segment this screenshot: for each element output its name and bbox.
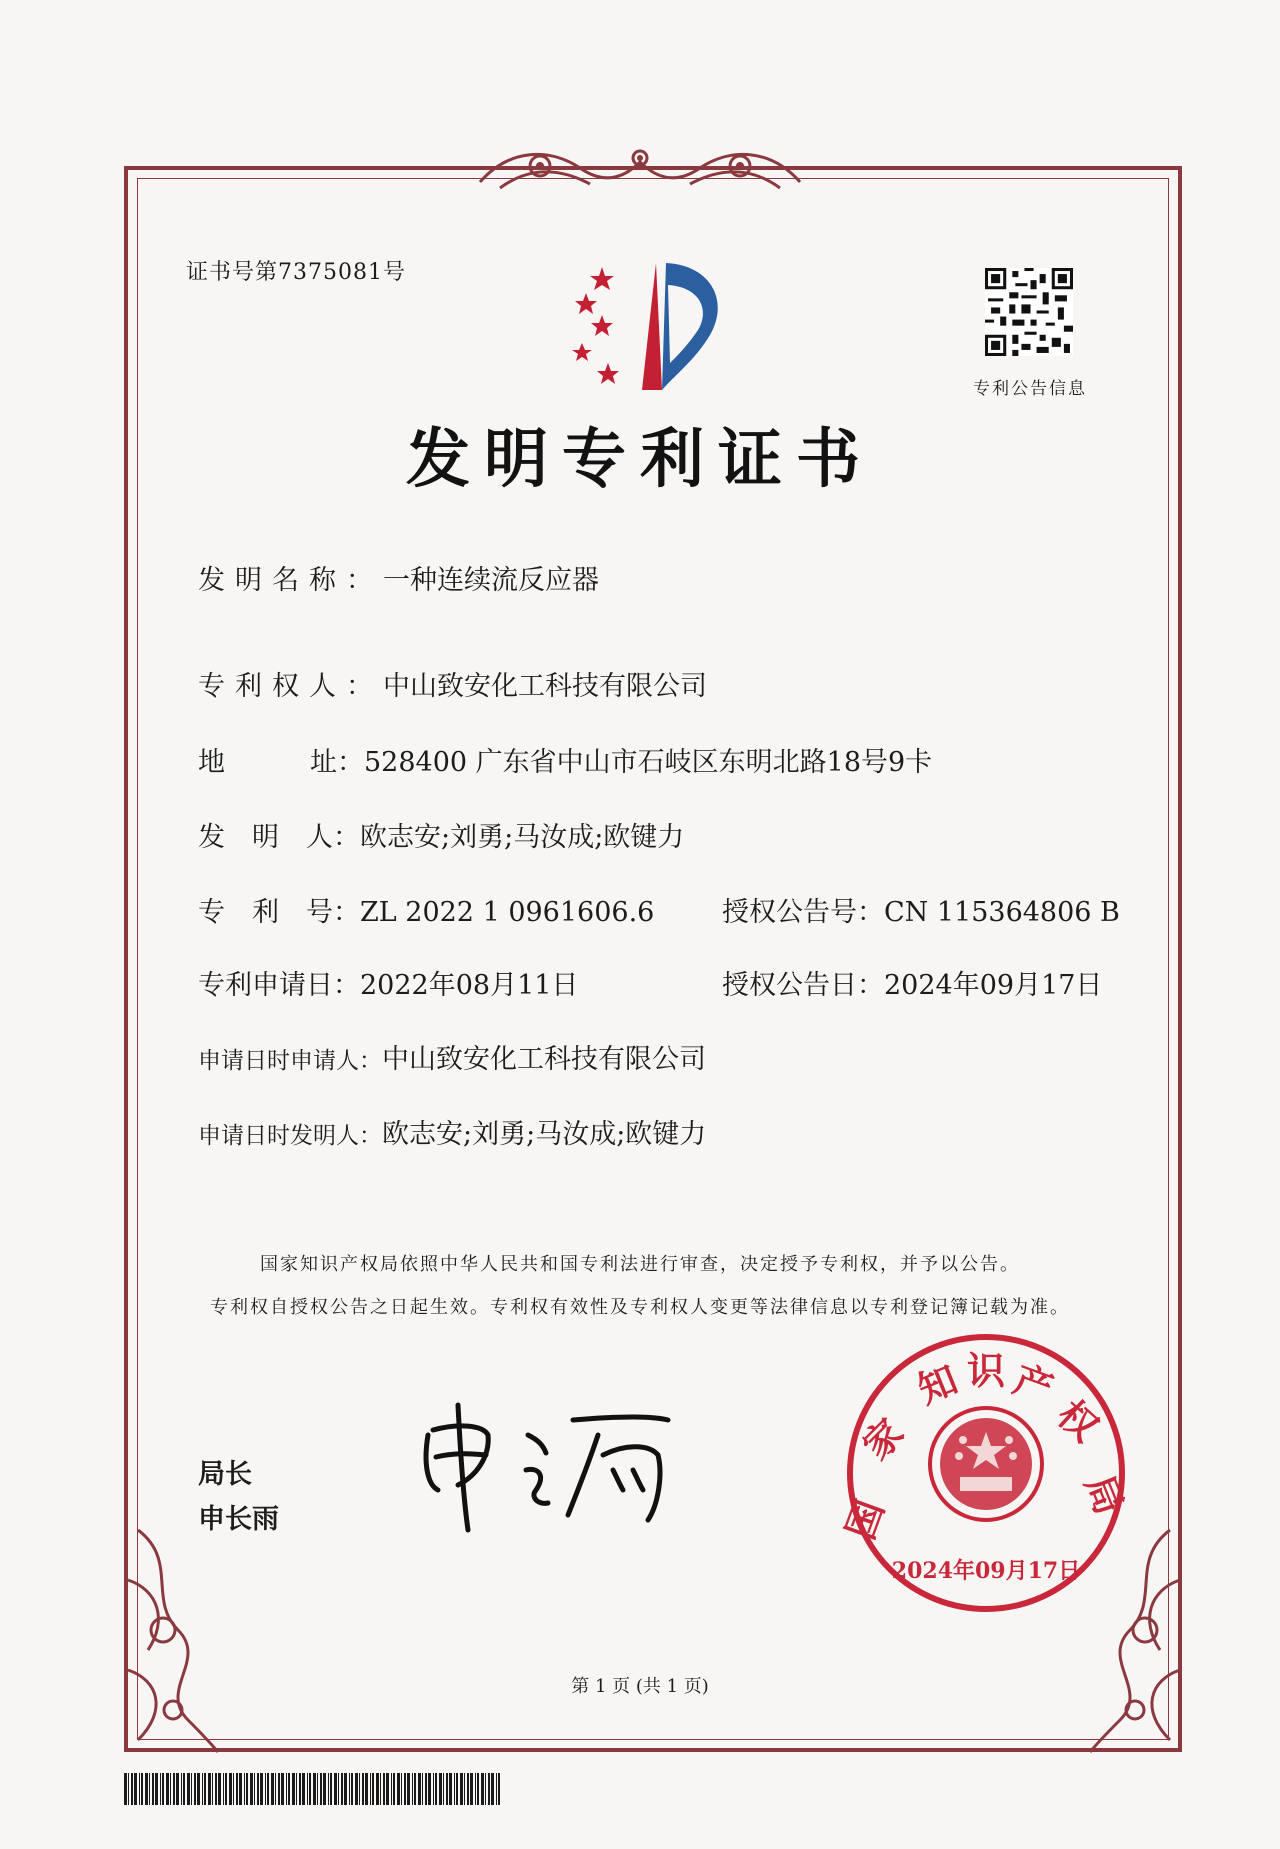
svg-text:局: 局 [1076, 1468, 1133, 1521]
inventors-label: 发 明 人： [198, 822, 360, 853]
patentee-row [198, 664, 707, 703]
svg-text:权: 权 [1048, 1391, 1108, 1451]
address-label-a: 地 [198, 747, 225, 778]
inventors-value: 欧志安;刘勇;马汝成;欧键力 [360, 822, 685, 853]
director-title: 局长 [198, 1459, 252, 1490]
address-value: 528400 广东省中山市石岐区东明北路18号9卡 [364, 747, 933, 778]
grant-pub-date-row [722, 963, 1102, 1002]
inventor-on-filing-row [198, 1112, 706, 1151]
applicant-on-filing-label: 申请日时申请人： [198, 1048, 382, 1074]
inventors-row [198, 815, 684, 854]
director-signature [408, 1395, 698, 1535]
inventor-on-filing-label: 申请日时发明人： [198, 1123, 382, 1149]
page-number: 第 1 页 (共 1 页) [571, 1676, 709, 1697]
top-ornament [470, 138, 810, 200]
patent-number-label: 专 利 号： [198, 897, 360, 928]
svg-text:识: 识 [967, 1348, 1006, 1393]
page-title: 发明专利证书 [406, 422, 874, 497]
grant-pub-number-label: 授权公告号： [722, 897, 884, 928]
invention-name-value: 一种连续流反应器 [383, 565, 599, 596]
svg-text:国: 国 [837, 1493, 893, 1546]
grant-pub-number-row [722, 890, 1120, 929]
director-name: 申长雨 [198, 1504, 279, 1535]
invention-name-row [198, 558, 599, 597]
notice-line-2: 专利权自授权公告之日起生效。专利权有效性及专利权人变更等法律信息以专利登记簿记载为准。 [210, 1297, 1070, 1318]
svg-text:家: 家 [853, 1409, 913, 1469]
inventor-on-filing-value: 欧志安;刘勇;马汝成;欧键力 [382, 1119, 707, 1150]
qr-label: 专利公告信息 [973, 379, 1087, 399]
bottom-left-ornament [118, 1520, 228, 1760]
patentee-value: 中山致安化工科技有限公司 [383, 671, 707, 702]
official-seal [837, 1332, 1133, 1614]
application-date-value: 2022年08月11日 [360, 970, 579, 1001]
application-date-label: 专利申请日： [198, 970, 360, 1001]
svg-text:知: 知 [911, 1356, 964, 1413]
patent-emblem-logo [560, 255, 760, 395]
patentee-label: 专利权人： [198, 671, 383, 702]
address-label-b: 址： [310, 747, 364, 778]
certificate-number: 证书号第7375081号 [186, 260, 406, 285]
notice-line-1: 国家知识产权局依照中华人民共和国专利法进行审查，决定授予专利权，并予以公告。 [260, 1254, 1020, 1275]
applicant-on-filing-value: 中山致安化工科技有限公司 [382, 1044, 706, 1075]
patent-number-value: ZL 2022 1 0961606.6 [360, 897, 655, 928]
invention-name-label: 发明名称： [198, 565, 383, 596]
address-row [198, 740, 932, 779]
application-date-row [198, 963, 578, 1002]
svg-text:产: 产 [1007, 1356, 1060, 1412]
applicant-on-filing-row [198, 1037, 706, 1076]
grant-pub-date-value: 2024年09月17日 [884, 970, 1103, 1001]
grant-pub-date-label: 授权公告日： [722, 970, 884, 1001]
patent-number-row [198, 890, 654, 929]
barcode [124, 1773, 504, 1805]
seal-date: 2024年09月17日 [891, 1558, 1081, 1584]
grant-pub-number-value: CN 115364806 B [884, 897, 1120, 928]
qr-code-icon[interactable] [985, 268, 1073, 356]
